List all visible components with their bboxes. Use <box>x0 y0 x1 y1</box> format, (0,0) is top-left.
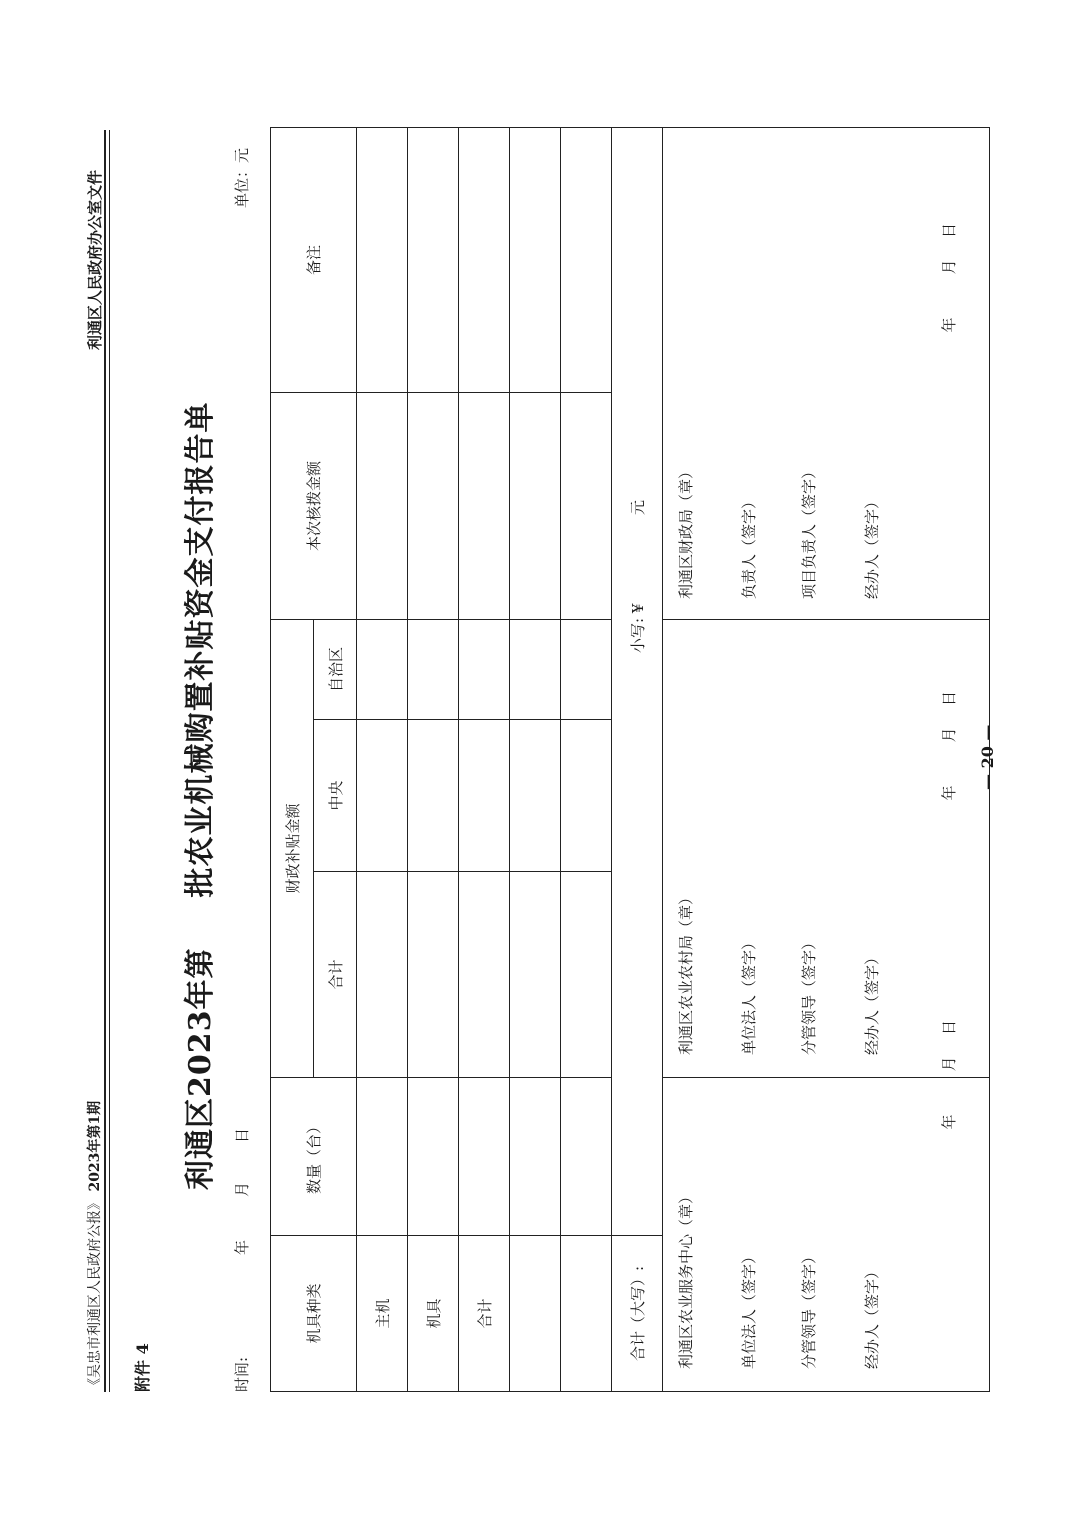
cell <box>510 392 561 619</box>
unit-label: 单位：元 <box>233 147 251 208</box>
header-rule <box>104 130 106 1392</box>
header-rule-thin <box>109 130 110 1392</box>
signature-block-finance-bureau <box>663 127 990 619</box>
table-row <box>561 127 612 1391</box>
col-header-approved: 本次核拨金额 <box>271 392 357 619</box>
row-label: 主机 <box>357 1236 408 1392</box>
cell <box>357 127 408 392</box>
cell <box>408 720 459 872</box>
date-month: 月 <box>940 1056 958 1072</box>
signature-line: 经办人（签字） <box>863 493 881 599</box>
cell <box>561 392 612 619</box>
signature-block-agriculture-bureau <box>663 619 990 1077</box>
signature-org: 利通区财政局（章） <box>677 463 695 599</box>
signature-org: 利通区农业服务中心（章） <box>677 1188 695 1369</box>
table-row <box>510 127 561 1391</box>
table-row <box>357 127 408 1391</box>
cell <box>561 872 612 1078</box>
time-year: 年 <box>233 1239 251 1255</box>
cell <box>561 720 612 872</box>
date-day: 日 <box>940 690 958 706</box>
header-publication-name: 《吴忠市利通区人民政府公报》 <box>87 1196 103 1392</box>
date-year: 年 <box>940 317 958 333</box>
title-part-1: 利通区2023年第 <box>183 947 218 1190</box>
signature-line: 经办人（签字） <box>863 949 881 1055</box>
date-month: 月 <box>940 259 958 275</box>
signature-org: 利通区农业农村局（章） <box>677 889 695 1055</box>
header-issue: 2023年第1期 <box>87 1100 103 1192</box>
total-row <box>612 127 663 1391</box>
signature-row <box>663 127 990 1391</box>
cell <box>459 872 510 1078</box>
row-label <box>510 1236 561 1392</box>
cell <box>357 619 408 719</box>
signature-line: 经办人（签字） <box>863 1263 881 1369</box>
signature-line: 负责人（签字） <box>740 493 758 599</box>
date-year: 年 <box>940 1114 958 1130</box>
cell <box>459 1078 510 1236</box>
row-label: 合计 <box>459 1236 510 1392</box>
col-header-total: 合计 <box>314 872 357 1078</box>
total-small-label: 小写: ¥ <box>629 603 647 653</box>
cell <box>510 720 561 872</box>
signature-date <box>938 223 959 354</box>
cell <box>459 127 510 392</box>
col-header-quantity: 数量（台） <box>271 1078 357 1236</box>
cell <box>408 1078 459 1236</box>
signature-line: 项目负责人（签字） <box>800 463 818 599</box>
cell <box>510 619 561 719</box>
signature-line: 分管领导（签字） <box>800 934 818 1055</box>
cell <box>357 720 408 872</box>
total-unit: 元 <box>629 499 647 515</box>
payment-report-table <box>270 127 990 1392</box>
cell <box>408 872 459 1078</box>
col-header-region: 自治区 <box>314 619 357 719</box>
date-year: 年 <box>940 785 958 801</box>
date-month: 月 <box>940 727 958 743</box>
table-row <box>459 127 510 1391</box>
time-label: 时间: <box>233 1356 251 1392</box>
cell <box>408 392 459 619</box>
col-header-type: 机具种类 <box>271 1236 357 1392</box>
cell <box>459 392 510 619</box>
page-number: — 20 — <box>978 724 997 790</box>
signature-block-service-center <box>663 1019 990 1392</box>
cell <box>357 872 408 1078</box>
cell <box>408 619 459 719</box>
col-header-central: 中央 <box>314 720 357 872</box>
signature-line: 单位法人（签字） <box>740 1248 758 1369</box>
cell <box>561 1078 612 1236</box>
signature-line: 分管领导（签字） <box>800 1248 818 1369</box>
cell <box>357 1078 408 1236</box>
cell <box>510 872 561 1078</box>
header-office: 利通区人民政府办公室文件 <box>86 169 104 350</box>
cell <box>408 127 459 392</box>
cell <box>459 619 510 719</box>
time-day: 日 <box>233 1127 251 1143</box>
cell <box>357 392 408 619</box>
signature-date <box>938 691 959 822</box>
cell <box>510 127 561 392</box>
document-title <box>175 402 219 1191</box>
col-header-note: 备注 <box>271 127 357 392</box>
cell <box>510 1078 561 1236</box>
cell <box>459 720 510 872</box>
date-day: 日 <box>940 222 958 238</box>
cell <box>561 127 612 392</box>
cell <box>561 619 612 719</box>
total-amount-cell <box>612 127 663 1235</box>
date-day: 日 <box>940 1019 958 1035</box>
table-row <box>408 127 459 1391</box>
total-capital-label: 合计（大写）: <box>612 1236 663 1392</box>
attachment-label: 附件 4 <box>133 1343 152 1392</box>
row-label: 机具 <box>408 1236 459 1392</box>
col-header-subsidy: 财政补贴金额 <box>271 619 314 1077</box>
header-publication <box>84 1101 104 1392</box>
title-part-2: 批农业机械购置补贴资金支付报告单 <box>183 401 218 898</box>
signature-line: 单位法人（签字） <box>740 934 758 1055</box>
row-label <box>561 1236 612 1392</box>
time-month: 月 <box>233 1181 251 1197</box>
